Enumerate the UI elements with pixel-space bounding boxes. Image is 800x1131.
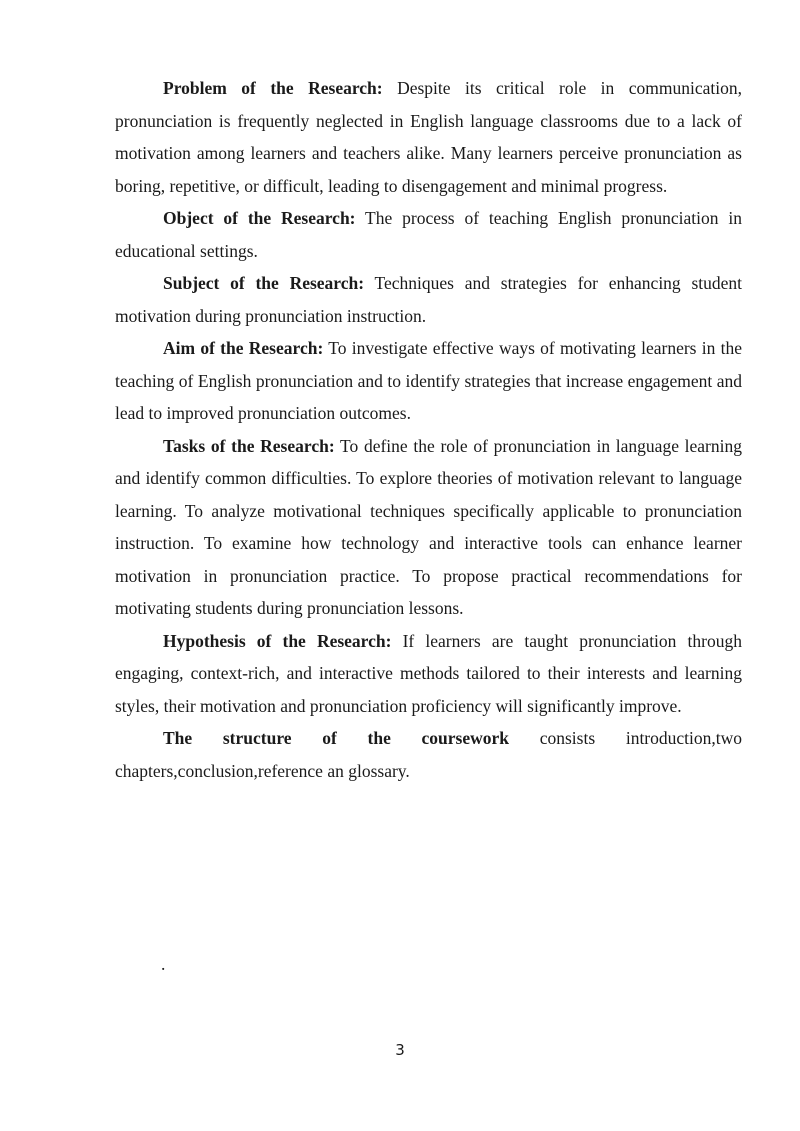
- paragraph-subject: [115, 267, 742, 332]
- structure-word: introduction,two: [625, 728, 742, 748]
- structure-line: [115, 722, 742, 755]
- structure-word: coursework: [421, 728, 510, 748]
- paragraph-label: Hypothesis of the Research:: [163, 630, 392, 651]
- paragraph-label: Object of the Research:: [163, 208, 356, 228]
- paragraph-text: The process of teaching English pronunciation in educational settings.: [115, 208, 742, 261]
- paragraph-aim: [115, 332, 742, 430]
- page-number: 3: [395, 1041, 405, 1059]
- paragraph-text: Despite its critical role in communication, pronunciation is frequently neglected in English language classrooms due to a lack of motivation among learners and teachers alike. Many learners perceive pronunciation as boring, repetitive, or difficult, leading to disengagement and minimal progress.: [115, 78, 742, 196]
- structure-word: The: [163, 728, 193, 748]
- structure-continuation: chapters,conclusion,reference an glossary.: [115, 760, 410, 781]
- paragraph-label: Tasks of the Research:: [163, 435, 335, 456]
- paragraph-label: Subject of the Research:: [163, 273, 365, 293]
- structure-word: the: [367, 728, 391, 748]
- paragraph-problem: [115, 72, 742, 202]
- paragraph-text: To define the role of pronunciation in language learning and identify common difficulties. To explore theories of motivation relevant to language learning. To analyze motivational techniques specifically applicable to pronunciation instruction. To examine how technology and interactive tools can enhance learner motivation in pronunciation practice. To propose practical recommendations for motivating students during pronunciation lessons.: [115, 435, 742, 618]
- stray-dot: .: [161, 954, 166, 974]
- paragraph-hypothesis: [115, 625, 742, 723]
- paragraph-tasks: [115, 430, 742, 625]
- paragraph-text: To investigate effective ways of motivating learners in the teaching of English pronunciation and to identify strategies that increase engagement and lead to improved pronunciation outcomes.: [115, 338, 743, 423]
- page-body: [115, 72, 742, 787]
- paragraph-text: If learners are taught pronunciation through engaging, context-rich, and interactive methods tailored to their interests and learning styles, their motivation and pronunciation proficiency will significantly improve.: [115, 630, 742, 716]
- structure-word: consists: [539, 728, 596, 748]
- structure-word: of: [322, 728, 337, 748]
- paragraph-object: [115, 202, 742, 267]
- paragraph-label: Aim of the Research:: [163, 338, 324, 358]
- structure-word: structure: [222, 728, 292, 748]
- paragraph-label: Problem of the Research:: [163, 78, 383, 98]
- paragraph-text: Techniques and strategies for enhancing student motivation during pronunciation instruction.: [115, 273, 742, 326]
